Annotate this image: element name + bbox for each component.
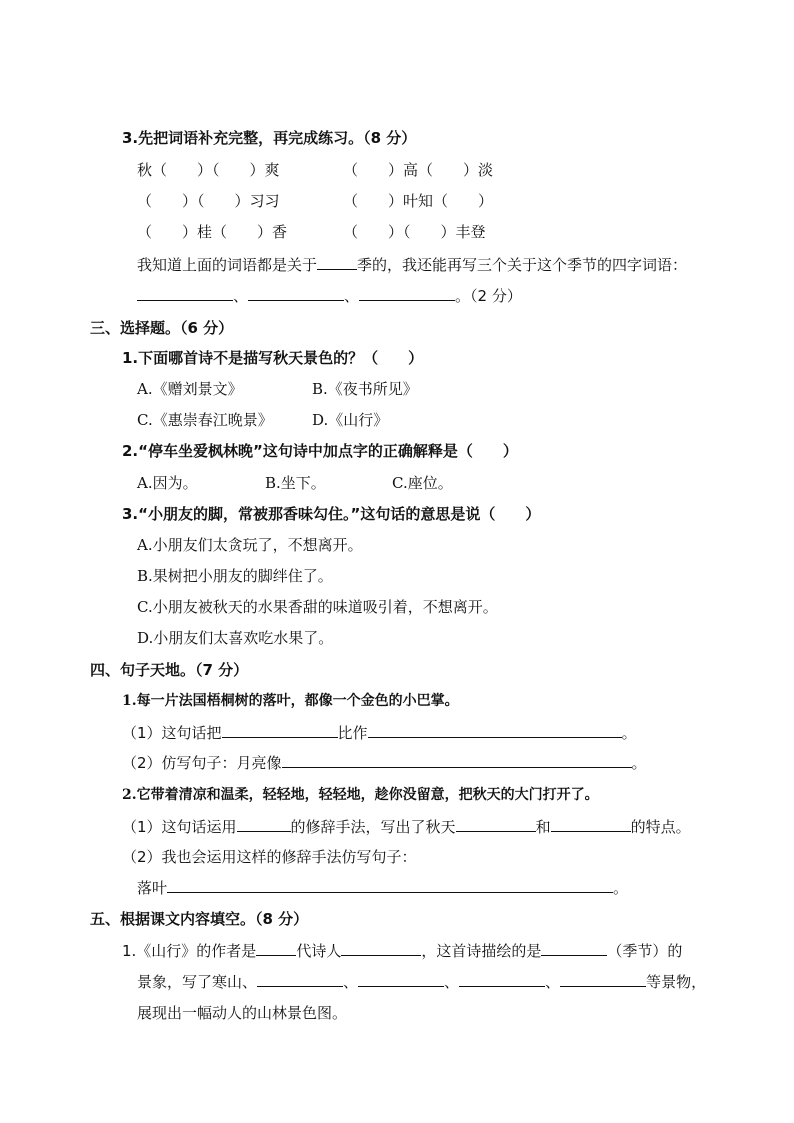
answer-blank[interactable] xyxy=(560,972,646,987)
fill-line xyxy=(122,723,637,743)
separator: 、 xyxy=(545,973,561,991)
idiom-fill: （ ）（ ）习习 xyxy=(137,192,280,210)
text-part: 季的，我还能再写三个关于这个季节的四字词语： xyxy=(357,256,688,274)
answer-blank[interactable] xyxy=(257,972,343,987)
answer-blank[interactable] xyxy=(167,878,613,893)
season-sentence xyxy=(137,255,687,275)
section-title: 三、选择题。（6 分） xyxy=(90,319,234,337)
idiom-fill: （ ）叶知（ ） xyxy=(343,192,494,210)
option-a[interactable]: A.《赠刘景文》 xyxy=(137,380,243,398)
answer-blank[interactable] xyxy=(237,817,291,832)
section-title: 五、根据课文内容填空。（8 分） xyxy=(90,910,309,928)
answer-blank[interactable] xyxy=(368,723,622,738)
text-part: 代诗人 xyxy=(296,942,342,960)
score-note: 。（2 分） xyxy=(455,287,522,305)
separator: 、 xyxy=(444,973,460,991)
idiom-fill: （ ）桂（ ）香 xyxy=(137,223,288,241)
text-part: 景象，写了寒山、 xyxy=(137,973,258,991)
answer-blank[interactable] xyxy=(359,286,455,301)
text-part: （季节）的 xyxy=(607,942,683,960)
separator: 、 xyxy=(343,973,359,991)
answer-blank[interactable] xyxy=(456,817,536,832)
option-c[interactable]: C.小朋友被秋天的水果香甜的味道吸引着，不想离开。 xyxy=(137,598,498,616)
text-part: 。 xyxy=(631,754,647,772)
question-stem: 2.“停车坐爱枫林晚”这句诗中加点字的正确解释是（ ） xyxy=(122,442,518,460)
text-part: 。 xyxy=(621,724,637,742)
answer-blank[interactable] xyxy=(541,941,607,956)
option-d[interactable]: D.小朋友们太喜欢吃水果了。 xyxy=(137,629,334,647)
word-blanks-line xyxy=(137,286,522,306)
question-stem: 1.下面哪首诗不是描写秋天景色的？（ ） xyxy=(122,349,424,367)
answer-blank[interactable] xyxy=(459,972,545,987)
sentence-prompt: 2.它带着清凉和温柔，轻轻地，轻轻地，趁你没留意，把秋天的大门打开了。 xyxy=(122,787,599,803)
text-part: 1.《山行》的作者是 xyxy=(122,942,257,960)
text-part: （1）这句话运用 xyxy=(122,818,237,836)
section-title: 四、句子天地。（7 分） xyxy=(90,661,249,679)
fill-line xyxy=(122,753,647,773)
option-a[interactable]: A.因为。 xyxy=(137,474,198,492)
answer-blank[interactable] xyxy=(341,941,421,956)
text-part: 。 xyxy=(613,879,629,897)
answer-blank[interactable] xyxy=(137,286,233,301)
option-b[interactable]: B.果树把小朋友的脚绊住了。 xyxy=(137,567,333,585)
question-title: 3.先把词语补充完整，再完成练习。（8 分） xyxy=(122,129,417,147)
answer-blank[interactable] xyxy=(282,753,632,768)
text-part: 我知道上面的词语都是关于 xyxy=(137,256,318,274)
fill-line: （2）我也会运用这样的修辞手法仿写句子： xyxy=(122,848,417,866)
fill-line xyxy=(122,817,691,837)
separator: 、 xyxy=(344,287,360,305)
text-part: 的修辞手法，写出了秋天 xyxy=(290,818,456,836)
text-part: 比作 xyxy=(337,724,368,742)
idiom-fill: （ ）高（ ）淡 xyxy=(343,161,494,179)
text-part: （1）这句话把 xyxy=(122,724,222,742)
fill-line xyxy=(137,972,706,992)
answer-blank[interactable] xyxy=(317,255,357,270)
fill-line: 展现出一幅动人的山林景色图。 xyxy=(137,1004,348,1022)
idiom-fill: （ ）（ ）丰登 xyxy=(343,223,486,241)
option-d[interactable]: D.《山行》 xyxy=(312,411,389,429)
question-stem: 3.“小朋友的脚，常被那香味勾住。”这句话的意思是说（ ） xyxy=(122,505,541,523)
option-c[interactable]: C.《惠崇春江晚景》 xyxy=(137,411,273,429)
text-part: ，这首诗描绘的是 xyxy=(421,942,542,960)
option-b[interactable]: B.《夜书所见》 xyxy=(312,380,418,398)
answer-blank[interactable] xyxy=(256,941,296,956)
idiom-fill: 秋（ ）（ ）爽 xyxy=(137,161,280,179)
fill-line xyxy=(122,941,682,961)
text-part: 和 xyxy=(535,818,551,836)
fill-line xyxy=(137,878,628,898)
answer-blank[interactable] xyxy=(551,817,631,832)
text-part: （2）仿写句子：月亮像 xyxy=(122,754,282,772)
answer-blank[interactable] xyxy=(248,286,344,301)
separator: 、 xyxy=(233,287,249,305)
text-part: 等景物， xyxy=(646,973,707,991)
option-c[interactable]: C.座位。 xyxy=(392,474,453,492)
answer-blank[interactable] xyxy=(222,723,338,738)
text-part: 的特点。 xyxy=(630,818,691,836)
sentence-prompt: 1.每一片法国梧桐树的落叶，都像一个金色的小巴掌。 xyxy=(122,693,459,709)
text-part: 落叶 xyxy=(137,879,168,897)
option-b[interactable]: B.坐下。 xyxy=(265,474,326,492)
option-a[interactable]: A.小朋友们太贪玩了，不想离开。 xyxy=(137,536,363,554)
answer-blank[interactable] xyxy=(358,972,444,987)
